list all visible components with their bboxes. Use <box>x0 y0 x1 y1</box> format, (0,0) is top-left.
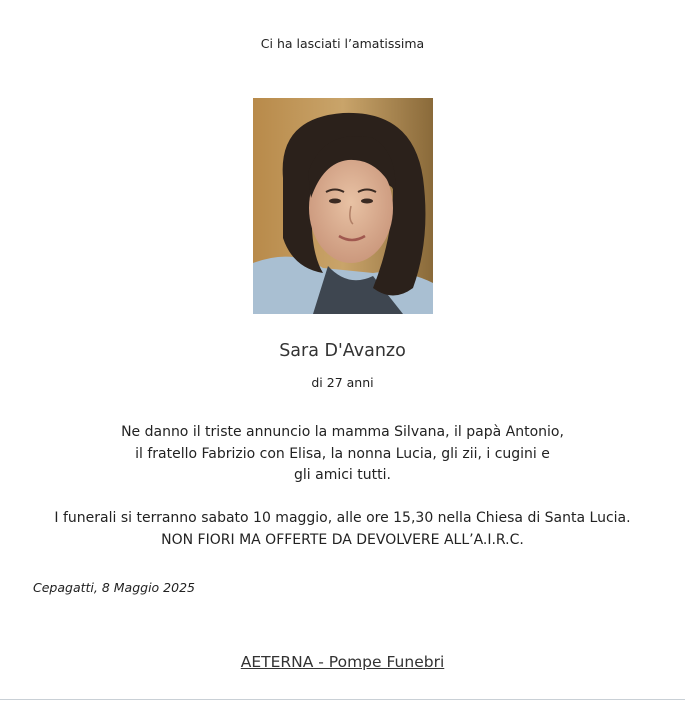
deceased-age: di 27 anni <box>311 375 374 390</box>
intro-text: Ci ha lasciati l’amatissima <box>260 36 425 51</box>
bottom-divider <box>0 699 685 700</box>
funeral-line: NON FIORI MA OFFERTE DA DEVOLVERE ALL’A.I.R.C. <box>161 531 524 548</box>
announcement-text <box>0 422 685 487</box>
announcement-line: il fratello Fabrizio con Elisa, la nonna Lucia, gli zii, i cugini e <box>135 445 550 462</box>
deceased-photo <box>253 98 433 314</box>
funeral-details <box>0 508 685 551</box>
agency-footer <box>0 653 685 671</box>
dateline: Cepagatti, 8 Maggio 2025 <box>33 580 195 595</box>
announcement-line: Ne danno il triste annuncio la mamma Silvana, il papà Antonio, <box>121 424 564 440</box>
agency-link[interactable]: AETERNA - Pompe Funebri <box>240 653 445 671</box>
funeral-line: I funerali si terranno sabato 10 maggio, alle ore 15,30 nella Chiesa di Santa Lucia. <box>54 510 631 526</box>
announcement-line: gli amici tutti. <box>294 467 391 483</box>
deceased-name: Sara D'Avanzo <box>279 341 406 361</box>
